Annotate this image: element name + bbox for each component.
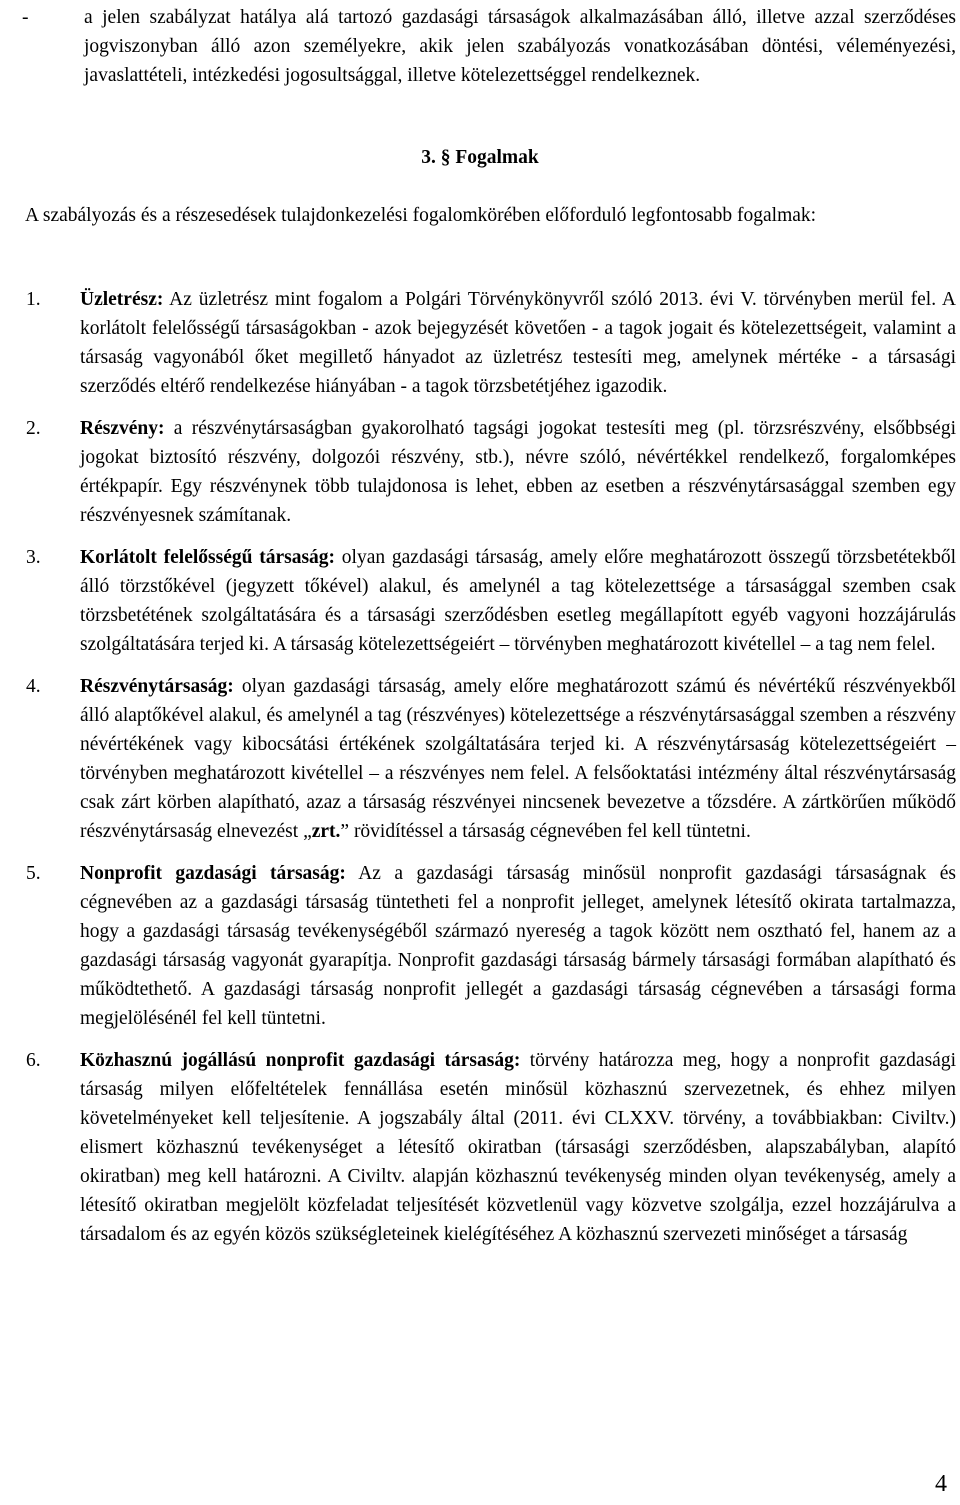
definitions-list bbox=[26, 285, 956, 1262]
definition-number: 2. bbox=[26, 418, 41, 439]
bullet-text: a jelen szabályzat hatálya alá tartozó gazdasági társaságok alkalmazásában álló, illetve azzal szerződéses jogviszonyban álló azon személyekre, akik jelen szabályozás vonatkozásában döntési, véleményezési, javaslattételi, intézkedési jogosultsággal, illetve kötelezettséggel rendelkeznek. bbox=[84, 7, 956, 86]
definition-number: 5. bbox=[26, 863, 41, 884]
quote-close: ” bbox=[340, 821, 350, 842]
definition-text: Az üzletrész mint fogalom a Polgári Törvénykönyvről szóló 2013. évi V. törvényben merül fel. A korlátolt felelősségű társaságokban - azok bejegyzését követően - a tagok jogait és kötelezettségeit, valamint a társaság vagyonából őket megillető hányadot az üzletrész testesíti meg, amelynek mértéke - a társasági szerződés eltérő rendelkezése hiányában - a tagok törzsbetétjéhez igazodik. bbox=[80, 289, 956, 397]
definition-text: törvény határozza meg, hogy a nonprofit gazdasági társaság milyen előfeltételek fennállása esetén minősül közhasznú szervezetnek, és ehhez milyen követelményeket kell teljesítenie. A jogszabály által (2011. évi CLXXV. törvény, a továbbiakban: Civiltv.) elismert közhasznú tevékenységet a létesítő okiratban (társasági szerződésben, alapszabályban, alapító okiratban) meg kell határozni. A Civiltv. alapján közhasznú tevékenység minden olyan tevékenység, amely a létesítő okiratban megjelölt közfeladat teljesítését közvetlenül vagy közvetve szolgálja, ezzel hozzájárulva a társadalom és az egyén közös szükségleteinek kielégítéséhez A közhasznú szervezeti minőséget a társaság bbox=[80, 1050, 956, 1245]
definition-term: Korlátolt felelősségű társaság: bbox=[80, 547, 336, 568]
definition-term: Nonprofit gazdasági társaság: bbox=[80, 863, 346, 884]
section-title: Fogalmak bbox=[455, 147, 539, 168]
section-heading bbox=[0, 143, 960, 172]
intro-paragraph: A szabályozás és a részesedések tulajdonkezelési fogalomkörében előforduló legfontosabb fogalmak: bbox=[25, 205, 817, 226]
quote-open: „ bbox=[303, 821, 312, 842]
definition-term: Részvény: bbox=[80, 418, 165, 439]
definition-text-after: rövidítéssel a társaság cégnevében fel kell tüntetni. bbox=[349, 821, 751, 842]
page-number: 4 bbox=[935, 1471, 947, 1497]
definition-text: olyan gazdasági társaság, amely előre meghatározott összegű törzsbetétekből álló törzstőkével (jegyzett tőkével) alakul, és amelynél a tag kötelezettsége a társasággal szemben csak törzsbetétének szolgáltatására és a társasági szerződésben esetleg megállapított egyéb vagyoni hozzájárulás szolgáltatására terjed ki. A társaság kötelezettségeiért – törvényben meghatározott kivétellel – a tag nem felel. bbox=[80, 547, 956, 655]
definition-number: 3. bbox=[26, 547, 41, 568]
definition-item bbox=[26, 414, 956, 530]
definition-text: a részvénytársaságban gyakorolható tagsági jogokat testesíti meg (pl. törzsrészvény, elsőbbségi jogokat biztosító részvény, dolgozói részvény, stb.), névre szóló, névértékkel rendelkező, forgalomképes értékpapír. Egy részvénynek több tulajdonosa is lehet, ebben az esetben a részvénytársasággal szemben egy részvényesnek számítanak. bbox=[80, 418, 956, 526]
definition-text: Az a gazdasági társaság minősül nonprofit gazdasági társaságnak és cégnevében az a gazdasági társaság tüntetheti fel a nonprofit jelleget, amelynek létesítő okirata tartalmazza, hogy a gazdasági társaság tevékenységéből származó nyereség a tagok között nem osztható fel, hanem az a gazdasági társaság vagyonát gyarapítja. Nonprofit gazdasági társaság bármely társasági formában alapítható és működtethető. A gazdasági társaság nonprofit jellegét a gazdasági társaság cégnevében a társasági forma megjelölésénél fel kell tüntetni. bbox=[80, 863, 956, 1029]
bullet-dash: - bbox=[22, 7, 29, 28]
definition-number: 1. bbox=[26, 289, 41, 310]
definition-item bbox=[26, 859, 956, 1033]
definition-term: Közhasznú jogállású nonprofit gazdasági társaság: bbox=[80, 1050, 521, 1071]
abbreviation-zrt: zrt. bbox=[311, 821, 341, 842]
definition-term: Részvénytársaság: bbox=[80, 676, 234, 697]
definition-item bbox=[26, 543, 956, 659]
definition-number: 6. bbox=[26, 1050, 41, 1071]
bullet-item bbox=[22, 3, 956, 90]
definition-item bbox=[26, 672, 956, 846]
definition-number: 4. bbox=[26, 676, 41, 697]
definition-item bbox=[26, 1046, 956, 1249]
definition-text: olyan gazdasági társaság, amely előre meghatározott számú és névértékű részvényekből álló alaptőkével alakul, és amelynél a tag (részvényes) kötelezettsége a részvénytársasággal szemben a részvény névértékének vagy kibocsátási értékének szolgáltatására terjed ki. A részvénytársaság kötelezettségeiért – törvényben meghatározott kivétellel – a részvényes nem felel. A felsőoktatási intézmény által részvénytársaság csak zárt körben alapítható, azaz a társaság részvényei nincsenek bevezetve a tőzsdére. A zártkörűen működő részvénytársaság elnevezést bbox=[80, 676, 956, 842]
section-symbol: § bbox=[440, 147, 451, 168]
definition-term: Üzletrész: bbox=[80, 289, 164, 310]
section-number: 3. bbox=[421, 147, 436, 168]
definition-item bbox=[26, 285, 956, 401]
